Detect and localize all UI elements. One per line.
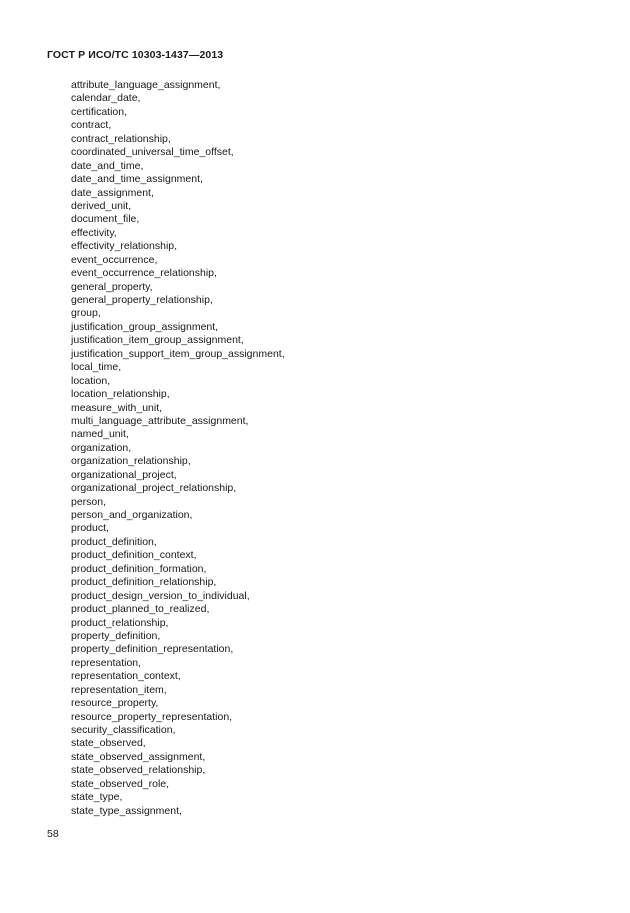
entity-list-item: justification_support_item_group_assignment, (71, 347, 285, 360)
entity-list-item: person, (71, 495, 107, 508)
entity-list-item: state_observed_relationship, (71, 764, 206, 777)
entity-list-item: resource_property_representation, (71, 710, 233, 723)
entity-list-item: general_property, (71, 280, 153, 293)
entity-list-item: organizational_project_relationship, (71, 482, 237, 495)
entity-list-item: product, (71, 522, 109, 535)
entity-list-item: certification, (71, 105, 128, 118)
entity-list-item: state_observed_role, (71, 777, 170, 790)
entity-list-item: calendar_date, (71, 92, 141, 105)
entity-list-item: state_observed, (71, 737, 146, 750)
entity-list-item: product_definition_relationship, (71, 576, 217, 589)
entity-list-item: property_definition, (71, 629, 161, 642)
entity-list-item: person_and_organization, (71, 509, 193, 521)
entity-list-item: product_definition_formation, (71, 562, 207, 575)
entity-list-item: coordinated_universal_time_offset, (71, 146, 234, 159)
entity-list-item: event_occurrence, (71, 253, 158, 266)
entity-list-item: location, (71, 374, 111, 387)
entity-list-item: contract_relationship, (71, 132, 171, 145)
entity-list-item: group, (71, 307, 101, 320)
entity-list-item: organizational_project, (71, 468, 177, 481)
entity-list-item: event_occurrence_relationship, (71, 267, 217, 280)
page-header: ГОСТ Р ИСО/ТС 10303-1437—2013 (47, 49, 224, 61)
entity-list-item: resource_property, (71, 697, 159, 710)
entity-list-item: justification_item_group_assignment, (71, 334, 244, 347)
entity-list-item: named_unit, (71, 428, 129, 441)
entity-list-item: product_definition_context, (71, 549, 197, 562)
entity-list-item: date_and_time_assignment, (71, 173, 203, 186)
entity-list-item: attribute_language_assignment, (71, 79, 221, 91)
entity-list-item: representation_context, (71, 670, 181, 683)
page-number: 58 (47, 828, 59, 840)
entity-list-item: contract, (71, 119, 112, 132)
entity-list-item: effectivity, (71, 226, 117, 239)
entity-list-item: state_type, (71, 791, 123, 804)
entity-list-item: effectivity_relationship, (71, 240, 178, 253)
entity-list-item: general_property_relationship, (71, 294, 213, 306)
entity-list-item: property_definition_representation, (71, 643, 234, 656)
entity-list-item: justification_group_assignment, (71, 320, 219, 333)
entity-list (71, 79, 285, 818)
entity-list-item: representation_item, (71, 683, 167, 696)
entity-list-item: organization, (71, 441, 132, 454)
entity-list-item: representation, (71, 656, 142, 669)
entity-list-item: state_observed_assignment, (71, 750, 206, 763)
entity-list-item: product_relationship, (71, 616, 169, 629)
entity-list-item: derived_unit, (71, 199, 132, 212)
entity-list-item: multi_language_attribute_assignment, (71, 414, 249, 427)
entity-list-item: measure_with_unit, (71, 401, 163, 414)
entity-list-item: organization_relationship, (71, 455, 191, 468)
entity-list-item: date_assignment, (71, 186, 154, 199)
entity-list-item: product_definition, (71, 535, 157, 548)
entity-list-item: product_design_version_to_individual, (71, 589, 250, 602)
entity-list-item: product_planned_to_realized, (71, 603, 210, 616)
entity-list-item: state_type_assignment, (71, 804, 182, 817)
entity-list-item: local_time, (71, 361, 122, 374)
entity-list-item: date_and_time, (71, 159, 144, 172)
entity-list-item: security_classification, (71, 724, 176, 736)
entity-list-item: document_file, (71, 213, 140, 226)
entity-list-item: location_relationship, (71, 388, 170, 401)
